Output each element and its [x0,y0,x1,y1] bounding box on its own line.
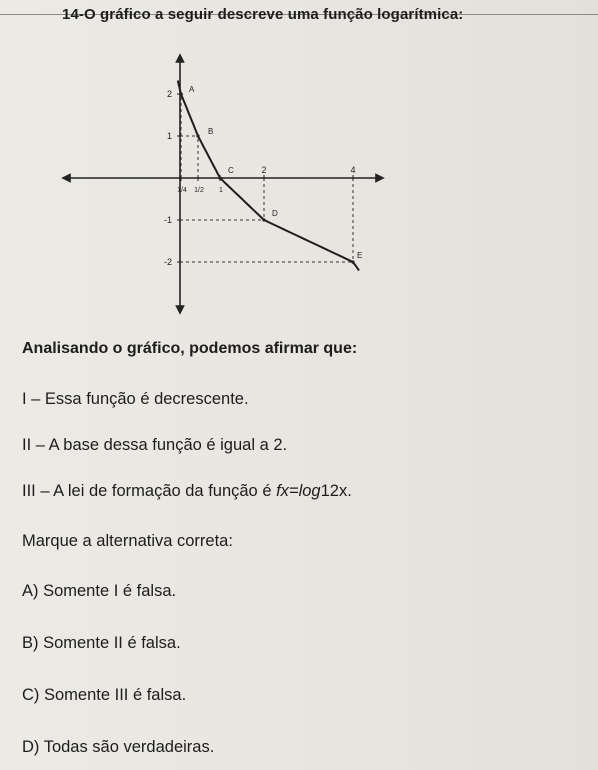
statement-1: I – Essa função é decrescente. [22,390,249,408]
option-d[interactable]: D) Todas são verdadeiras. [22,738,215,756]
question-header: 14-O gráfico a seguir descreve uma função logarítmica: [62,6,464,23]
x-tick-label: 1 [219,187,223,194]
point-label-b: B [208,127,214,136]
statement-3-formula-tail: 12x. [320,482,352,500]
point-label-d: D [272,209,278,218]
option-a[interactable]: A) Somente I é falsa. [22,582,177,600]
statement-3 [22,482,352,501]
y-tick-label: 2 [166,89,172,99]
instruction: Marque a alternativa correta: [22,532,233,550]
y-tick-label: -2 [163,257,172,267]
point-b [196,134,199,137]
point-d [262,218,265,221]
x-tick-label: 1/2 [194,187,204,194]
point-label-a: A [189,85,195,94]
logarithm-graph [40,48,390,318]
log-curve [178,81,359,271]
y-tick-label: 1 [166,131,172,141]
point-label-e: E [357,251,363,260]
statement-3-prefix: III – A lei de formação da função é [22,482,277,500]
option-c[interactable]: C) Somente III é falsa. [22,686,187,704]
statement-3-formula: fx=log [276,482,321,500]
y-tick-label: -1 [163,215,172,225]
statement-2: II – A base dessa função é igual a 2. [22,436,288,454]
point-c [218,176,221,179]
option-b[interactable]: B) Somente II é falsa. [22,634,181,652]
x-tick-label: 1/4 [177,187,187,194]
point-a [179,92,182,95]
point-e [351,260,354,263]
x-tick-labels [177,165,355,194]
point-labels [179,85,362,264]
x-tick-label: 4 [350,165,356,175]
x-tick-label: 2 [261,165,267,175]
point-label-c: C [228,166,234,175]
question-prompt: Analisando o gráfico, podemos afirmar que: [22,340,358,357]
